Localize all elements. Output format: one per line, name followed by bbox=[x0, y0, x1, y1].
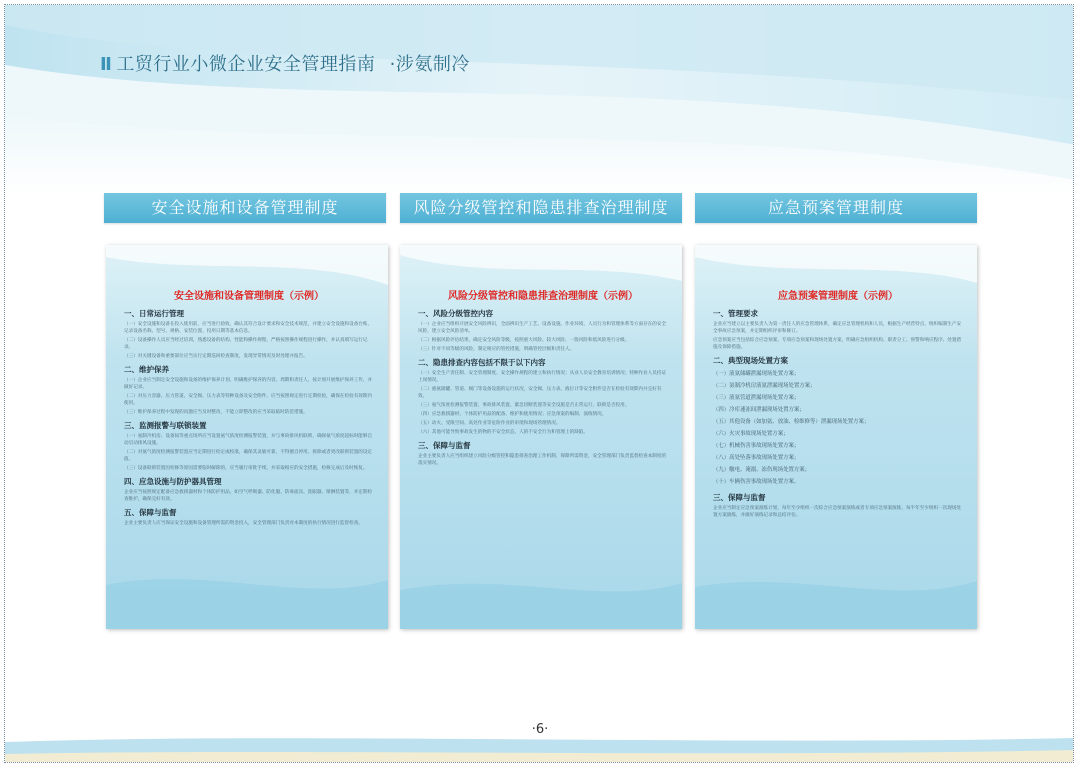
doc-paragraph: （二）对压力容器、压力管道、安全阀、压力表等特种设备及安全附件，应当按照规定进行定期检验，确保在检验有效期内使用。 bbox=[124, 394, 373, 406]
doc-paragraph: （三）维护保养过程中发现的问题应当及时整改，不能立即整改的应当采取临时防范措施。 bbox=[124, 410, 308, 415]
doc-title: 风险分级管控和隐患排查治理制度（示例） bbox=[448, 291, 638, 302]
doc-card-emergency bbox=[695, 245, 977, 629]
doc-paragraph: （二）对氨气浓度检测报警装置应当定期进行检定或校准，确保其灵敏可靠，不得擅自停用、拆除或者更改联锁装置的设定值。 bbox=[124, 450, 373, 462]
doc-paragraph: 企业主要负责人应当组织建立风险分级管控和隐患排查治理工作机制，保障所需资金，安全管理部门负责监督检查本制度的落实情况。 bbox=[418, 454, 667, 466]
doc-heading: 二、维护保养 bbox=[124, 365, 169, 374]
doc-paragraph: （二）设备操作人员应当经过培训，熟悉设备的结构、性能和操作规程，严格按照操作规程进行操作，并认真填写运行记录。 bbox=[124, 338, 368, 350]
page-number: ·6· bbox=[531, 722, 549, 737]
header-bar-mark: Ⅱ bbox=[100, 54, 113, 75]
section-label-equipment: 安全设施和设备管理制度 bbox=[104, 193, 386, 223]
header-title bbox=[100, 50, 470, 76]
doc-paragraph: （一）企业应当制定安全设施和设备的维护保养计划，明确维护保养的内容、周期和责任人，按计划开展维护保养工作，并做好记录。 bbox=[124, 378, 373, 390]
doc-paragraph: （二）液氨储罐、管道、阀门等设备设施的运行状况，安全阀、压力表、液位计等安全附件是否在检验有效期内并完好有效。 bbox=[418, 387, 662, 399]
doc-paragraph: （一）企业应当组织开展安全风险辨识，全面辨识生产工艺、设备设施、作业环境、人员行为和管理体系等方面存在的安全风险，建立安全风险清单。 bbox=[418, 322, 667, 334]
doc-paragraph: 应急预案应当包括综合应急预案、专项应急预案和现场处置方案，明确应急组织机构、职责分工、预警和响应程序、处置措施及保障措施。 bbox=[713, 338, 962, 350]
section-label-risk: 风险分级管控和隐患排查治理制度 bbox=[400, 193, 682, 223]
doc-list-item: （二）氨制冷机房液氨泄漏现场处置方案； bbox=[713, 383, 816, 389]
doc-title: 安全设施和设备管理制度（示例） bbox=[174, 291, 324, 302]
guide-title: 工贸行业小微企业安全管理指南 bbox=[116, 54, 376, 75]
doc-content bbox=[400, 245, 682, 629]
doc-heading: 一、管理要求 bbox=[713, 309, 758, 318]
doc-body bbox=[713, 308, 963, 519]
doc-paragraph: （三）针对不同等级的风险，制定相应的管控措施，明确管控层级和责任人。 bbox=[418, 347, 575, 352]
header-wave-background bbox=[5, 5, 1074, 195]
doc-paragraph: 企业主要负责人应当保证安全设施和设备管理所需的资金投入，安全管理部门负责对本制度的执行情况进行监督检查。 bbox=[124, 521, 363, 526]
doc-paragraph: （一）氨制冷机房、设备间等重点场所应当设置氨气浓度检测报警装置，并与事故排风机联锁，确保氨气浓度超标时能够自动启动排风设施。 bbox=[124, 434, 373, 446]
doc-heading: 二、隐患排查内容包括不限于以下内容 bbox=[418, 358, 546, 367]
doc-paragraph: （三）设备联锁装置因检修等原因需要临时解除的，应当履行审批手续，并采取相应的安全措施，检修完成后及时恢复。 bbox=[124, 466, 368, 471]
doc-heading: 三、保障与监督 bbox=[418, 441, 471, 450]
doc-title: 应急预案管理制度（示例） bbox=[778, 291, 898, 302]
doc-list-item: （三）液氨管道泄漏现场处置方案； bbox=[713, 395, 800, 401]
guide-subtitle: ·涉氨制冷 bbox=[389, 54, 470, 75]
doc-paragraph: （一）安全生产责任制、安全管理制度、安全操作规程的建立和执行情况；从业人员安全教育培训情况；特种作业人员持证上岗情况。 bbox=[418, 371, 667, 383]
doc-list-item: （五）其他设备（如加氨、放油、检维修等）泄漏现场处置方案； bbox=[713, 419, 870, 425]
doc-card-equipment bbox=[106, 245, 388, 629]
doc-paragraph: 企业应当制定应急预案演练计划，每年至少组织一次综合应急预案演练或者专项应急预案演练，每半年至少组织一次现场处置方案演练，并做好演练记录和总结评估。 bbox=[713, 506, 962, 518]
doc-list-item: （六）火灾事故现场处置方案； bbox=[713, 431, 789, 437]
doc-heading: 二、典型现场处置方案 bbox=[713, 356, 788, 365]
doc-list-item: （四）冷库速冻间泄漏现场处置方案； bbox=[713, 407, 805, 413]
doc-heading: 五、保障与监督 bbox=[124, 508, 177, 517]
doc-paragraph: 企业应当按照规定配备应急救援器材和个体防护用品，如空气呼吸器、防化服、防毒面具、洗眼器、喷淋装置等，并定期检查维护，确保完好有效。 bbox=[124, 490, 373, 502]
doc-paragraph: 企业应当建立以主要负责人为第一责任人的应急管理体系，确定应急管理机构和人员，根据生产经营特点，组织编制生产安全事故应急预案，并定期组织评审和修订。 bbox=[713, 322, 962, 334]
doc-content bbox=[106, 245, 388, 629]
doc-paragraph: （二）根据风险评估结果，确定安全风险等级，按照重大风险、较大风险、一般风险和低风险进行分级。 bbox=[418, 338, 630, 343]
doc-paragraph: （四）应急救援器材、个体防护用品的配备、维护和使用情况；应急预案的编制、演练情况。 bbox=[418, 412, 607, 417]
doc-card-risk bbox=[400, 245, 682, 629]
doc-paragraph: （一）安全设施和设备在投入使用前，应当进行验收，确认其符合设计要求和安全技术规范，并建立安全设施和设备台账，记录设备名称、型号、规格、安装位置、投用日期等基本信息。 bbox=[124, 322, 373, 334]
doc-paragraph: （三）氨气浓度检测报警装置、事故排风装置、紧急切断装置等安全设施是否正常运行，联锁是否投用。 bbox=[418, 403, 630, 408]
doc-heading: 三、保障与监督 bbox=[713, 493, 766, 502]
doc-paragraph: （五）动火、受限空间、高处作业等危险作业的审批和现场管理情况。 bbox=[418, 421, 561, 426]
section-label-emergency: 应急预案管理制度 bbox=[695, 193, 977, 223]
doc-list-item: （八）高处坠落事故现场处置方案； bbox=[713, 455, 800, 461]
doc-list-item: （九）触电、淹溺、冻伤现场处置方案； bbox=[713, 467, 811, 473]
doc-body bbox=[418, 308, 668, 467]
doc-body bbox=[124, 308, 374, 527]
doc-heading: 三、监测报警与联锁装置 bbox=[124, 421, 207, 430]
doc-heading: 一、风险分级管控内容 bbox=[418, 309, 493, 318]
doc-paragraph: （六）其他可能导致事故发生的物的不安全状态、人的不安全行为和管理上的缺陷。 bbox=[418, 430, 588, 435]
doc-list-item: （七）机械伤害事故现场处置方案； bbox=[713, 443, 800, 449]
doc-content bbox=[695, 245, 977, 629]
doc-paragraph: （三）对关键设备和重要部位应当实行定期巡回检查制度，发现异常情况及时处理并报告。 bbox=[124, 354, 308, 359]
doc-list-item: （十）车辆伤害事故现场处置方案。 bbox=[713, 479, 800, 485]
doc-heading: 四、应急设施与防护器具管理 bbox=[124, 477, 222, 486]
doc-list-item: （一）液氨储罐泄漏现场处置方案； bbox=[713, 371, 800, 377]
doc-heading: 一、日常运行管理 bbox=[124, 309, 184, 318]
